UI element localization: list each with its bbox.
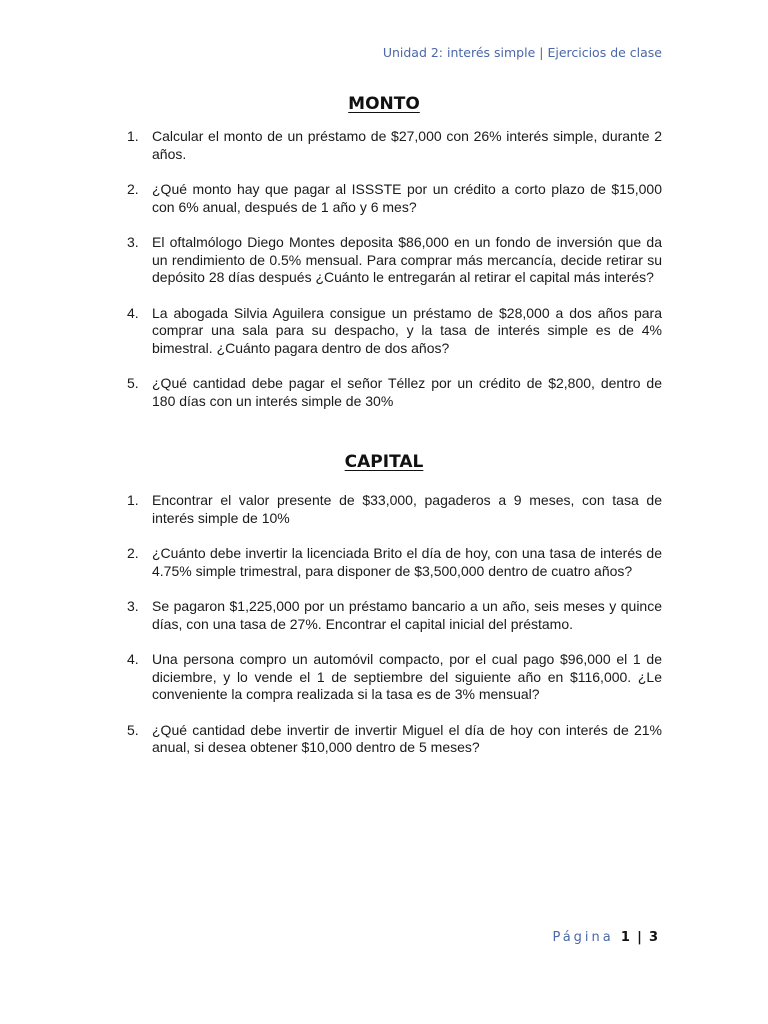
exercise-text: ¿Qué monto hay que pagar al ISSSTE por un crédito a corto plazo de $15,000 con 6% anual, después de 1 año y 6 mes? <box>152 181 662 215</box>
exercise-item <box>127 651 662 704</box>
page-header: Unidad 2: interés simple | Ejercicios de clase <box>382 45 662 60</box>
exercise-text: La abogada Silvia Aguilera consigue un préstamo de $28,000 a dos años para comprar una sala para su despacho, y la tasa de interés simple es de 4% bimestral. ¿Cuánto pagara dentro de dos años? <box>152 304 662 356</box>
exercise-number: 1. <box>127 492 139 508</box>
exercise-text: Encontrar el valor presente de $33,000, pagaderos a 9 meses, con tasa de interés simple de 10% <box>152 492 662 526</box>
page-footer <box>552 930 658 945</box>
exercise-number: 2. <box>127 545 139 561</box>
exercise-text: El oftalmólogo Diego Montes deposita $86,000 en un fondo de inversión que da un rendimiento de 0.5% mensual. Para comprar más mercancía, decide retirar su depósito 28 días después ¿Cuánto le entregarán al retirar el capital más interés? <box>152 234 662 285</box>
exercise-number: 5. <box>127 375 139 391</box>
exercise-text: Se pagaron $1,225,000 por un préstamo bancario a un año, seis meses y quince días, con una tasa de 27%. Encontrar el capital inicial del préstamo. <box>152 598 662 632</box>
exercise-item <box>127 598 662 633</box>
exercise-item <box>127 545 662 580</box>
exercise-item <box>127 492 662 527</box>
exercise-list-monto <box>127 128 662 428</box>
page-separator: | <box>637 930 642 945</box>
exercise-number: 4. <box>127 304 139 321</box>
exercise-item <box>127 722 662 757</box>
section-title-monto: MONTO <box>348 94 420 114</box>
exercise-text: Una persona compro un automóvil compacto, por el cual pago $96,000 el 1 de diciembre, y lo vende el 1 de septiembre del siguiente año en $116,000. ¿Le conveniente la compra realizada si la tasa es de 3% mensual? <box>152 651 662 702</box>
page-number-total: 3 <box>648 930 658 945</box>
exercise-list-capital <box>127 492 662 775</box>
exercise-number: 1. <box>127 128 139 144</box>
exercise-number: 3. <box>127 234 139 250</box>
exercise-item <box>127 128 662 163</box>
exercise-item <box>127 181 662 216</box>
exercise-text: ¿Qué cantidad debe pagar el señor Téllez por un crédito de $2,800, dentro de 180 días con un interés simple de 30% <box>152 375 662 409</box>
exercise-item <box>127 375 662 410</box>
exercise-text: ¿Qué cantidad debe invertir de invertir Miguel el día de hoy con interés de 21% anual, si desea obtener $10,000 dentro de 5 meses? <box>152 721 662 755</box>
exercise-number: 2. <box>127 181 139 197</box>
exercise-item <box>127 234 662 287</box>
exercise-number: 4. <box>127 651 139 667</box>
exercise-text: Calcular el monto de un préstamo de $27,000 con 26% interés simple, durante 2 años. <box>152 128 662 162</box>
exercise-text: ¿Cuánto debe invertir la licenciada Brito el día de hoy, con una tasa de interés de 4.75% simple trimestral, para disponer de $3,500,000 dentro de cuatro años? <box>152 545 662 579</box>
exercise-item <box>127 305 662 358</box>
page-number-current: 1 <box>620 930 630 945</box>
section-title-capital: CAPITAL <box>344 452 424 472</box>
page-word: Página <box>552 930 614 945</box>
exercise-number: 3. <box>127 598 139 614</box>
exercise-number: 5. <box>127 721 139 738</box>
